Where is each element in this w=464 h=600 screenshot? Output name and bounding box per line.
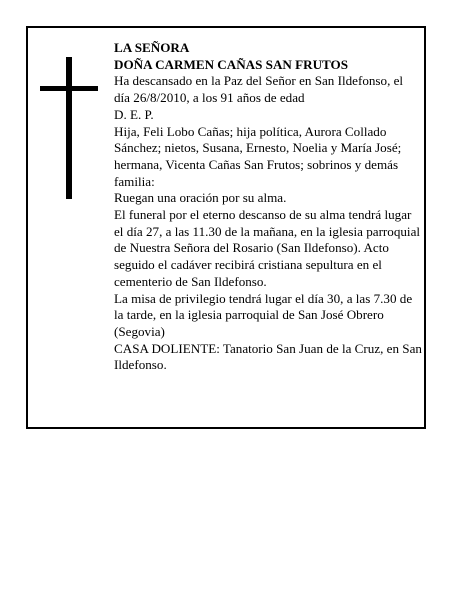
death-info: Ha descansado en la Paz del Señor en San Ildefonso, el día 26/8/2010, a los 91 años de edad xyxy=(114,73,404,106)
notice-text xyxy=(114,40,422,374)
funeral-text: El funeral por el eterno descanso de su alma tendrá lugar el día 27, a las 11.30 de la mañana, en la iglesia parroquial de Nuestra Señora del Rosario (San Ildefonso). Acto seguido el cadáver recibirá cristiana sepultura en el cementerio de San Ildefonso. xyxy=(114,207,421,289)
family-text: Hija, Feli Lobo Cañas; hija política, Aurora Collado Sánchez; nietos, Susana, Ernesto, Noelia y María José; hermana, Vicenta Cañas San Frutos; sobrinos y demás familia: xyxy=(114,123,402,189)
casa-doliente-text: CASA DOLIENTE: Tanatorio San Juan de la Cruz, en San Ildefonso. xyxy=(114,340,422,373)
cross-horizontal-bar xyxy=(40,86,98,91)
notice-title: LA SEÑORA xyxy=(114,40,190,55)
cross-vertical-bar xyxy=(66,57,72,199)
dep-text: D. E. P. xyxy=(114,106,154,122)
mass-text: La misa de privilegio tendrá lugar el día 30, a las 7.30 de la tarde, en la iglesia parroquial de San José Obrero (Segovia) xyxy=(114,290,413,339)
deceased-name: DOÑA CARMEN CAÑAS SAN FRUTOS xyxy=(114,56,349,72)
prayer-text: Ruegan una oración por su alma. xyxy=(114,190,287,206)
cross-icon xyxy=(40,57,98,199)
obituary-notice xyxy=(26,26,426,429)
